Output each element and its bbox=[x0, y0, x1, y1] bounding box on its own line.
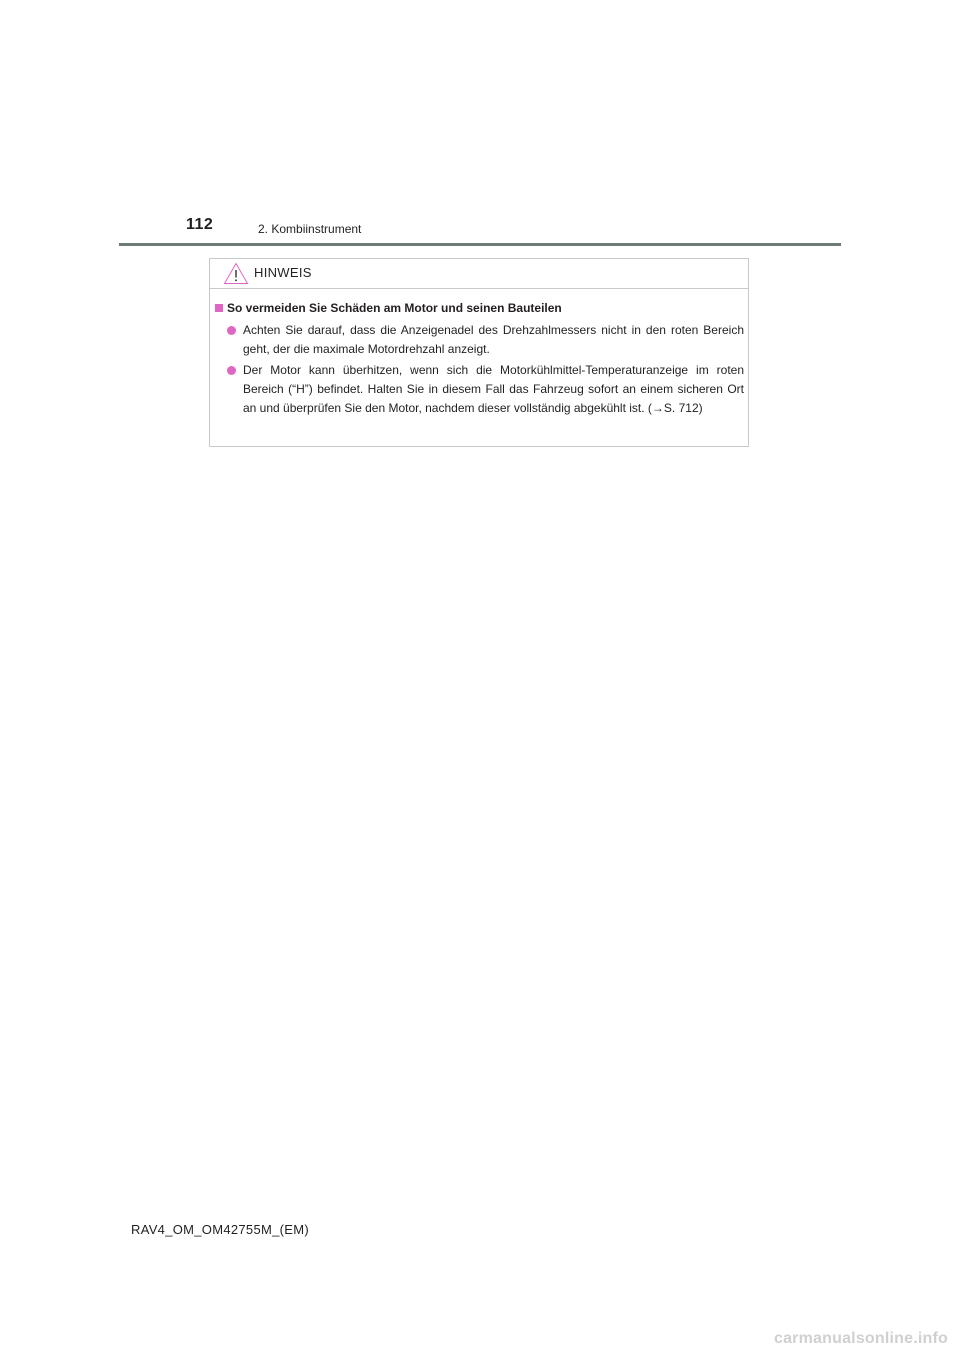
notice-box bbox=[209, 258, 749, 447]
header-divider bbox=[119, 243, 841, 246]
section-title: 2. Kombiinstrument bbox=[258, 222, 362, 236]
watermark: carmanualsonline.info bbox=[773, 1330, 948, 1347]
warning-triangle-icon bbox=[223, 262, 249, 285]
notice-subheading bbox=[215, 301, 562, 315]
bullet-dot-icon bbox=[227, 326, 236, 335]
page-number: 112 bbox=[186, 216, 214, 233]
list-item-text: Achten Sie darauf, dass die Anzeigenadel des Drehzahlmessers nicht in den roten Bereich geht, der die maximale Motordrehzahl anzeigt. bbox=[243, 323, 744, 356]
bullet-dot-icon bbox=[227, 366, 236, 375]
document-code: RAV4_OM_OM42755M_(EM) bbox=[131, 1222, 310, 1237]
square-bullet-icon bbox=[215, 304, 223, 312]
notice-title: HINWEIS bbox=[254, 265, 312, 280]
notice-subheading-text: So vermeiden Sie Schäden am Motor und seinen Bauteilen bbox=[227, 301, 562, 315]
list-item-text: Der Motor kann überhitzen, wenn sich die Motorkühlmittel-Temperaturanzeige im roten Bereich (“H”) befindet. Halten Sie in diesem Fall das Fahrzeug sofort an einem sicheren Ort an und überprüfen Sie den Motor, nachdem dieser vollständig abgekühlt ist. (→S. 712) bbox=[243, 363, 744, 415]
list-item bbox=[227, 321, 744, 359]
notice-header bbox=[210, 259, 748, 289]
list-item bbox=[227, 361, 744, 418]
